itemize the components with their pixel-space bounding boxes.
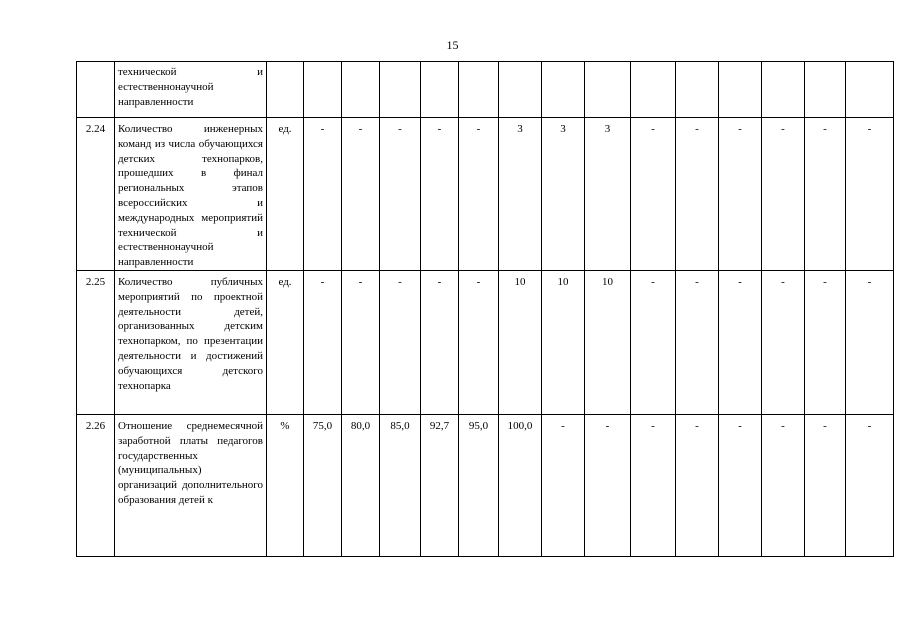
unit-cell: ед. (267, 118, 304, 271)
indicator-description-cell: Количество публичных мероприятий по проектной деятельности детей, организованных детским технопарком, по презентации деятельности и достижений обучающихся детского технопарка (115, 271, 267, 415)
value-cell (499, 62, 542, 118)
value-cell: 10 (585, 271, 631, 415)
value-cell: 3 (499, 118, 542, 271)
value-cell: - (762, 415, 805, 557)
value-cell: 80,0 (342, 415, 380, 557)
value-cell: - (631, 271, 676, 415)
value-cell: - (421, 271, 459, 415)
unit-cell: ед. (267, 271, 304, 415)
value-cell: - (805, 415, 846, 557)
value-cell: 10 (499, 271, 542, 415)
value-cell: - (676, 415, 719, 557)
value-cell: - (719, 118, 762, 271)
value-cell: - (631, 118, 676, 271)
value-cell: - (459, 271, 499, 415)
value-cell: 100,0 (499, 415, 542, 557)
indicator-description-cell: технической и естественнонаучной направленности (115, 62, 267, 118)
value-cell: - (762, 271, 805, 415)
value-cell: - (542, 415, 585, 557)
value-cell (421, 62, 459, 118)
value-cell (304, 62, 342, 118)
value-cell (719, 62, 762, 118)
value-cell (631, 62, 676, 118)
value-cell: - (805, 271, 846, 415)
value-cell: - (676, 271, 719, 415)
value-cell: - (805, 118, 846, 271)
value-cell: - (762, 118, 805, 271)
value-cell (342, 62, 380, 118)
value-cell: - (342, 118, 380, 271)
value-cell: - (631, 415, 676, 557)
value-cell: - (846, 271, 894, 415)
value-cell (459, 62, 499, 118)
indicator-description-cell: Отношение среднемесячной заработной платы педагогов государственных (муниципальных) организаций дополнительного образования детей к (115, 415, 267, 557)
page-number: 15 (446, 38, 459, 52)
value-cell: - (719, 415, 762, 557)
value-cell: - (342, 271, 380, 415)
value-cell: - (846, 118, 894, 271)
table-row (77, 415, 894, 557)
unit-cell (267, 62, 304, 118)
value-cell: 85,0 (380, 415, 421, 557)
value-cell (846, 62, 894, 118)
row-number-cell: 2.25 (77, 271, 115, 415)
value-cell (380, 62, 421, 118)
value-cell: 10 (542, 271, 585, 415)
row-number-cell: 2.26 (77, 415, 115, 557)
value-cell: 95,0 (459, 415, 499, 557)
value-cell: - (304, 118, 342, 271)
value-cell: 75,0 (304, 415, 342, 557)
value-cell: - (304, 271, 342, 415)
value-cell: 3 (542, 118, 585, 271)
value-cell (585, 62, 631, 118)
value-cell (542, 62, 585, 118)
value-cell (676, 62, 719, 118)
row-number-cell (77, 62, 115, 118)
value-cell: - (421, 118, 459, 271)
value-cell: - (380, 118, 421, 271)
value-cell: - (846, 415, 894, 557)
value-cell: - (459, 118, 499, 271)
indicator-description-cell: Количество инженерных команд из числа обучающихся детских технопарков, прошедших в финал региональных этапов всероссийских и международных мероприятий технической и естественнонаучной направленности (115, 118, 267, 271)
value-cell: - (719, 271, 762, 415)
row-number-cell: 2.24 (77, 118, 115, 271)
table-row (77, 62, 894, 118)
value-cell (805, 62, 846, 118)
table-row (77, 118, 894, 271)
value-cell: - (676, 118, 719, 271)
value-cell: - (380, 271, 421, 415)
value-cell: 3 (585, 118, 631, 271)
value-cell (762, 62, 805, 118)
value-cell: 92,7 (421, 415, 459, 557)
indicators-table (76, 61, 894, 557)
unit-cell: % (267, 415, 304, 557)
table-row (77, 271, 894, 415)
value-cell: - (585, 415, 631, 557)
